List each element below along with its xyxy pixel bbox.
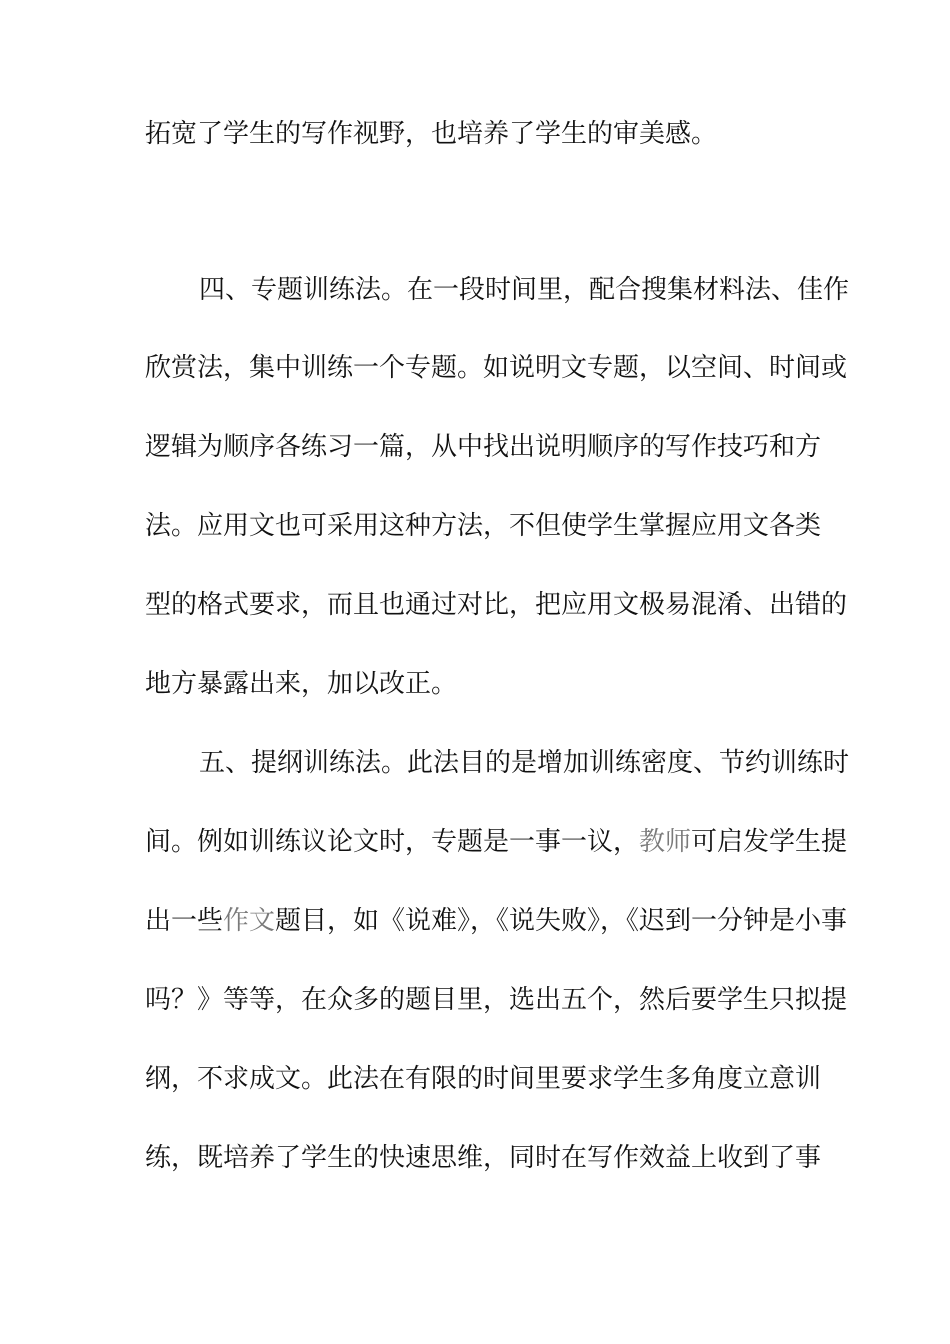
teacher-link[interactable]: 教师 <box>639 827 692 857</box>
text-segment: 出一些 <box>145 906 224 936</box>
section-five-line: 练，既培养了学生的快速思维，同时在写作效益上收到了事 <box>145 1143 822 1173</box>
composition-link[interactable]: 作文 <box>223 906 276 936</box>
section-five-line: 吗？》等等，在众多的题目里，选出五个，然后要学生只拟提 <box>145 985 848 1015</box>
section-five-line: 五、提纲训练法。此法目的是增加训练密度、节约训练时 <box>199 748 850 778</box>
text-segment: 可启发学生提 <box>691 827 848 857</box>
section-four-line: 型的格式要求，而且也通过对比，把应用文极易混淆、出错的 <box>145 590 848 620</box>
section-four-line: 欣赏法，集中训练一个专题。如说明文专题，以空间、时间或 <box>145 353 848 383</box>
section-five-line <box>145 901 848 941</box>
section-four-line: 逻辑为顺序各练习一篇，从中找出说明顺序的写作技巧和方 <box>145 432 822 462</box>
section-four-line: 地方暴露出来，加以改正。 <box>145 669 458 699</box>
text-segment: 间。例如训练议论文时，专题是一事一议， <box>145 827 640 857</box>
section-four-line: 法。应用文也可采用这种方法，不但使学生掌握应用文各类 <box>145 511 822 541</box>
paragraph-line: 拓宽了学生的写作视野，也培养了学生的审美感。 <box>145 119 718 149</box>
text-segment: 题目，如《说难》，《说失败》，《迟到一分钟是小事 <box>275 906 848 936</box>
section-five-line <box>145 822 848 862</box>
section-five-line: 纲，不求成文。此法在有限的时间里要求学生多角度立意训 <box>145 1064 822 1094</box>
section-four-line: 四、专题训练法。在一段时间里，配合搜集材料法、佳作 <box>199 275 850 305</box>
